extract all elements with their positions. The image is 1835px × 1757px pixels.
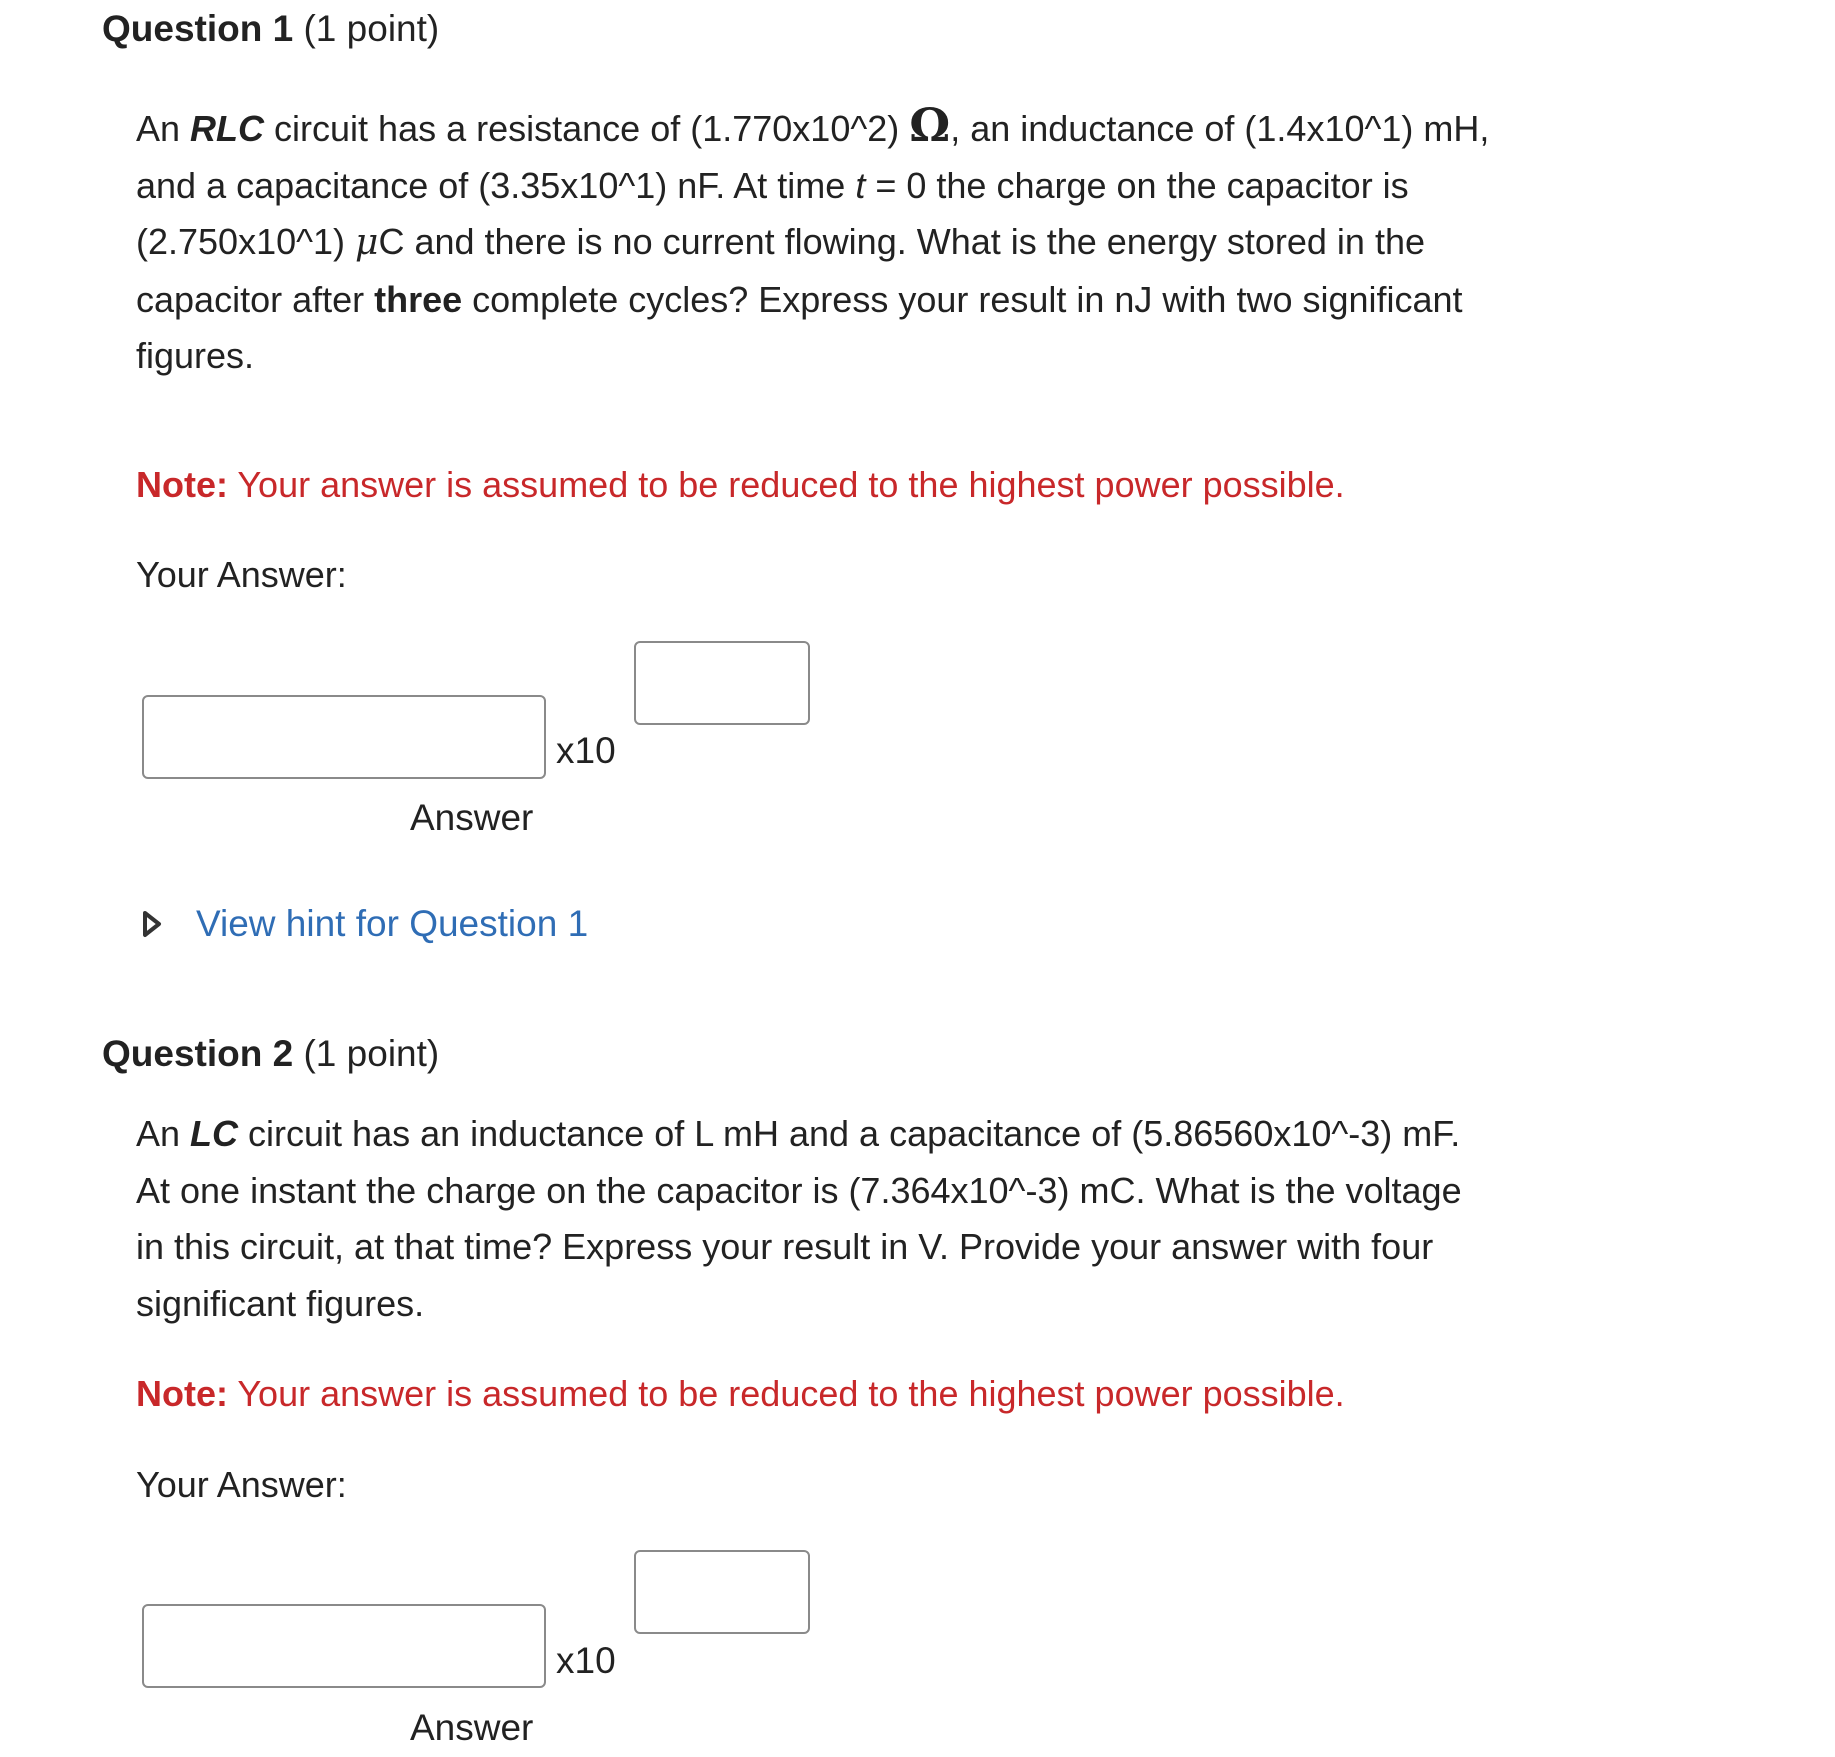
- question-2-title: [102, 1033, 439, 1075]
- q1-text-fragment: , an inductance of (1.4x10^1) mH,: [950, 108, 1490, 149]
- question-2-mantissa-input[interactable]: [142, 1604, 546, 1688]
- question-2-points: (1 point): [303, 1033, 440, 1074]
- question-1-number: Question 1: [102, 8, 294, 49]
- q1-text-fragment: (2.750x10^1): [136, 221, 356, 262]
- question-1-points: (1 point): [303, 8, 440, 49]
- question-1-hint-toggle[interactable]: [142, 903, 588, 945]
- q1-rlc-term: RLC: [190, 108, 265, 149]
- question-1-hint-link[interactable]: View hint for Question 1: [196, 903, 589, 944]
- q1-text-fragment: circuit has a resistance of (1.770x10^2): [264, 108, 910, 149]
- question-1-answer-caption: Answer: [410, 797, 534, 838]
- question-1-title: [102, 8, 439, 50]
- omega-symbol: Ω: [909, 98, 951, 152]
- q2-text-fragment: An: [136, 1113, 191, 1154]
- q1-text-fragment: capacitor after: [136, 278, 375, 320]
- question-2-number: Question 2: [102, 1033, 294, 1074]
- q1-three-emphasis: three: [374, 278, 463, 320]
- mu-symbol: μ: [355, 222, 379, 263]
- note-text: Your answer is assumed to be reduced to the highest power possible.: [228, 1373, 1345, 1414]
- q1-text-fragment: and a capacitance of (3.35x10^1) nF. At time: [136, 164, 856, 206]
- q2-lc-term: LC: [190, 1113, 239, 1154]
- question-1-exponent-input[interactable]: [634, 641, 810, 725]
- question-2-text: [136, 1106, 1636, 1332]
- q1-text-fragment: An: [136, 108, 191, 149]
- note-text: Your answer is assumed to be reduced to the highest power possible.: [228, 464, 1345, 505]
- note-label: Note:: [136, 464, 228, 505]
- question-1-mantissa-input[interactable]: [142, 695, 546, 779]
- q1-text-fragment: figures.: [136, 335, 255, 376]
- triangle-right-icon: [142, 910, 162, 938]
- q2-text-fragment: in this circuit, at that time? Express your result in V. Provide your answer with four: [136, 1226, 1434, 1267]
- q2-text-fragment: circuit has an inductance of L mH and a capacitance of (5.86560x10^-3) mF.: [238, 1113, 1461, 1154]
- question-2-note: [136, 1373, 1345, 1415]
- question-2-answer-caption: Answer: [410, 1707, 534, 1748]
- question-1-x10-label: x10: [556, 730, 616, 771]
- question-1-note: [136, 464, 1345, 506]
- question-2-exponent-input[interactable]: [634, 1550, 810, 1634]
- question-2-x10-label: x10: [556, 1640, 616, 1681]
- q1-text-fragment: = 0 the charge on the capacitor is: [865, 164, 1409, 206]
- question-2-your-answer-label: Your Answer:: [136, 1464, 347, 1505]
- q2-text-fragment: significant figures.: [136, 1282, 425, 1324]
- q1-text-fragment: C and there is no current flowing. What is the energy stored in the: [378, 221, 1425, 262]
- q1-text-fragment: complete cycles? Express your result in nJ with two significant: [462, 278, 1463, 320]
- question-1-text: [136, 98, 1636, 385]
- q2-text-fragment: At one instant the charge on the capacitor is (7.364x10^-3) mC. What is the voltage: [136, 1169, 1462, 1211]
- time-variable: t: [855, 164, 866, 206]
- question-1-your-answer-label: Your Answer:: [136, 554, 347, 595]
- note-label: Note:: [136, 1373, 228, 1414]
